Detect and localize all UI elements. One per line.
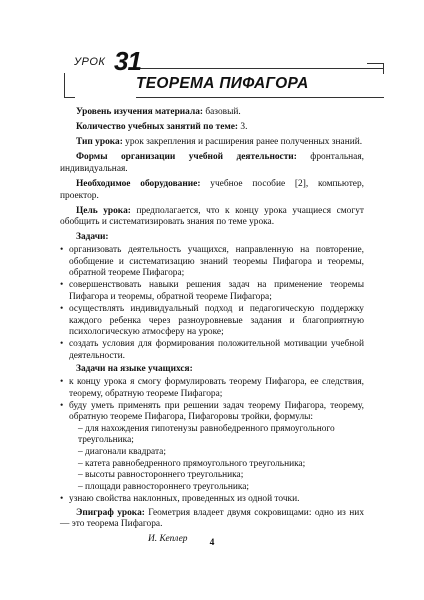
field-label: Необходимое оборудование: — [76, 178, 201, 189]
list-item — [60, 401, 364, 494]
formulas-sublist — [69, 424, 364, 494]
bullet-icon: • — [60, 493, 64, 504]
bullet-icon: • — [60, 400, 64, 411]
list-item-text: организовать деятельность учащихся, направленную на повторение, обобщение и систематизацию знаний теоремы Пифагора и теоремы, обратной теореме Пифагора; — [69, 244, 364, 279]
field-value: урок закрепления и расширения ранее полученных знаний. — [122, 137, 363, 148]
sublist-item: – катета равнобедренного прямоугольного треугольника; — [78, 458, 306, 469]
field-value: фронтальная, индивидуальная. — [60, 152, 364, 174]
student-tasks-heading: Задачи на языке учащихся: — [76, 364, 193, 375]
field-value: базовый. — [203, 107, 241, 117]
list-item — [60, 494, 364, 506]
bullet-icon: • — [60, 303, 64, 314]
list-item — [60, 245, 364, 280]
lesson-number: 31 — [114, 46, 141, 76]
field-value: предполагается, что к концу урока учащиеся смогут обобщить и систематизировать знания по теме урока. — [60, 205, 364, 228]
sublist-item: – диагонали квадрата; — [78, 447, 166, 458]
sublist-item: – для нахождения гипотенузы равнобедренного прямоугольного треугольника; — [78, 423, 335, 446]
lesson-body — [60, 107, 364, 546]
list-item — [60, 377, 364, 400]
sublist-item: – площади равностороннего треугольника; — [78, 481, 250, 492]
list-item — [60, 339, 364, 362]
field-label: Количество учебных занятий по теме: — [76, 122, 239, 133]
page-number: 4 — [209, 538, 215, 548]
lesson-header — [64, 46, 384, 100]
list-item-text: совершенствовать навыки решения задач на применение теоремы Пифагора и теоремы, обратной теореме Пифагора; — [69, 280, 364, 302]
field-label: Формы организации учебной деятельности: — [76, 152, 297, 163]
field-goal — [60, 206, 364, 229]
tasks-heading: Задачи: — [76, 232, 109, 243]
list-item — [60, 280, 364, 303]
list-item — [60, 304, 364, 339]
field-value: учебное пособие [2], компьютер, проектор. — [60, 178, 364, 201]
bullet-icon: • — [60, 244, 64, 255]
epigraph — [60, 508, 364, 531]
list-item-text: создать условия для формирования положительной мотивации учебной деятельности. — [69, 339, 364, 361]
list-item-text: к концу урока я смогу формулировать теорему Пифагора, ее следствия, теорему, обратную теореме Пифагора; — [69, 376, 364, 399]
field-lesson-type — [60, 137, 364, 149]
field-label: Тип урока: — [76, 137, 123, 148]
list-item-text: узнаю свойства наклонных, проведенных из одной точки. — [69, 493, 300, 504]
field-equipment — [60, 179, 364, 202]
list-item-text: осуществлять индивидуальный подход и педагогическую поддержку каждого ребенка через разноуровневые задания и благоприятную психологическую атмосферу на уроке; — [69, 303, 364, 338]
student-tasks-list — [60, 377, 364, 506]
field-lessons-count — [60, 122, 364, 134]
bullet-icon: • — [60, 376, 64, 387]
field-label: Уровень изучения материала: — [76, 107, 204, 117]
bullet-icon: • — [60, 280, 64, 291]
lesson-title: ТЕОРЕМА ПИФАГОРА — [136, 75, 309, 92]
header-frame-right — [367, 63, 384, 74]
header-rule-top — [136, 68, 384, 69]
epigraph-author: И. Кеплер — [148, 534, 188, 545]
list-item-text: буду уметь применять при решении задач теорему Пифагора, теорему, обратную теореме Пифагора, Пифагоровы тройки, формулы: — [69, 400, 364, 423]
epigraph-label: Эпиграф урока: — [76, 507, 145, 518]
header-frame-left — [64, 73, 75, 98]
tasks-list — [60, 245, 364, 362]
sublist-item: – высоты равностороннего треугольника; — [78, 470, 244, 481]
field-value: 3. — [238, 122, 248, 133]
field-level — [60, 107, 364, 119]
header-rule-bottom — [136, 97, 384, 98]
field-organization-forms — [60, 152, 364, 175]
epigraph-text: Геометрия владеет двумя сокровищами: одно из них — это теорема Пифагора. — [60, 507, 365, 530]
lesson-label: УРОК — [74, 56, 106, 68]
bullet-icon: • — [60, 339, 64, 350]
field-label: Цель урока: — [76, 205, 131, 216]
